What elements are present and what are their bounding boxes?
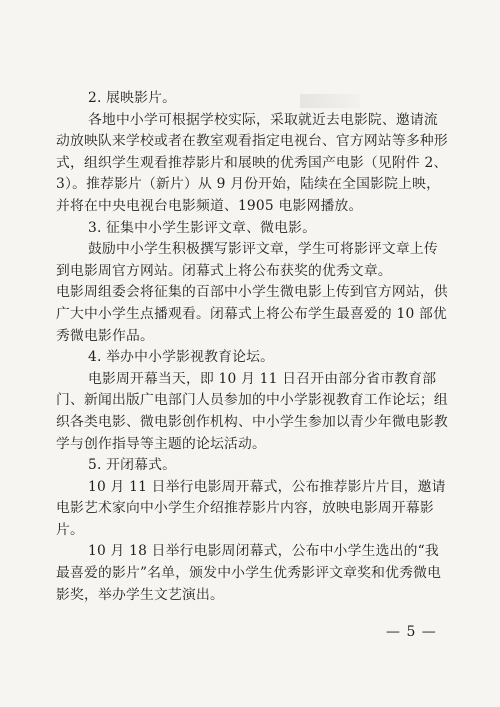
section-heading-2: 2. 展映影片。 <box>88 90 177 106</box>
paragraph-forum: 电影周开幕当天，即 10 月 11 日召开由部分省市教育部门、新闻出版广电部门人员参加的中小学影视教育工作论坛；组织各类电影、微电影创作机构、中小学生参加以青少年微电影教学与创作指导等主题的论坛活动。 <box>56 370 448 452</box>
section-heading-4: 4. 举办中小学影视教育论坛。 <box>88 349 275 366</box>
document-body <box>56 88 449 606</box>
paragraph-micro-films: 电影周组委会将征集的百部中小学生微电影上传到官方网站，供广大中小学生点播观看。闭幕式上将公布学生最喜爱的 10 部优秀微电影作品。 <box>56 284 448 344</box>
paragraph-closing: 10 月 18 日举行电影周闭幕式，公布中小学生选出的“我最喜爱的影片”名单，颁发中小学生优秀影评文章奖和优秀微电影奖，举办学生文艺演出。 <box>56 543 442 603</box>
section-heading-5: 5. 开闭幕式。 <box>88 457 177 474</box>
paragraph-screenings: 各地中小学可根据学校实际，采取就近去电影院、邀请流动放映队来学校或者在教室观看指定电视台、官方网站等多种形式，组织学生观看推荐影片和展映的优秀国产电影（见附件 2、3）。推荐影片（新片）从 9 月份开始，陆续在全国影院上映，并将在中央电视台电影频道、1905 电影网播放。 <box>56 111 448 214</box>
paragraph-reviews: 鼓励中小学生积极撰写影评文章，学生可将影评文章上传到电影周官方网站。闭幕式上将公布获奖的优秀文章。 <box>56 241 438 279</box>
page-number: — 5 — <box>386 624 437 640</box>
paragraph-opening: 10 月 11 日举行电影周开幕式，公布推荐影片片目，邀请电影艺术家向中小学生介绍推荐影片内容，放映电影周开幕影片。 <box>56 478 446 538</box>
section-heading-3: 3. 征集中小学生影评文章、微电影。 <box>88 219 317 236</box>
